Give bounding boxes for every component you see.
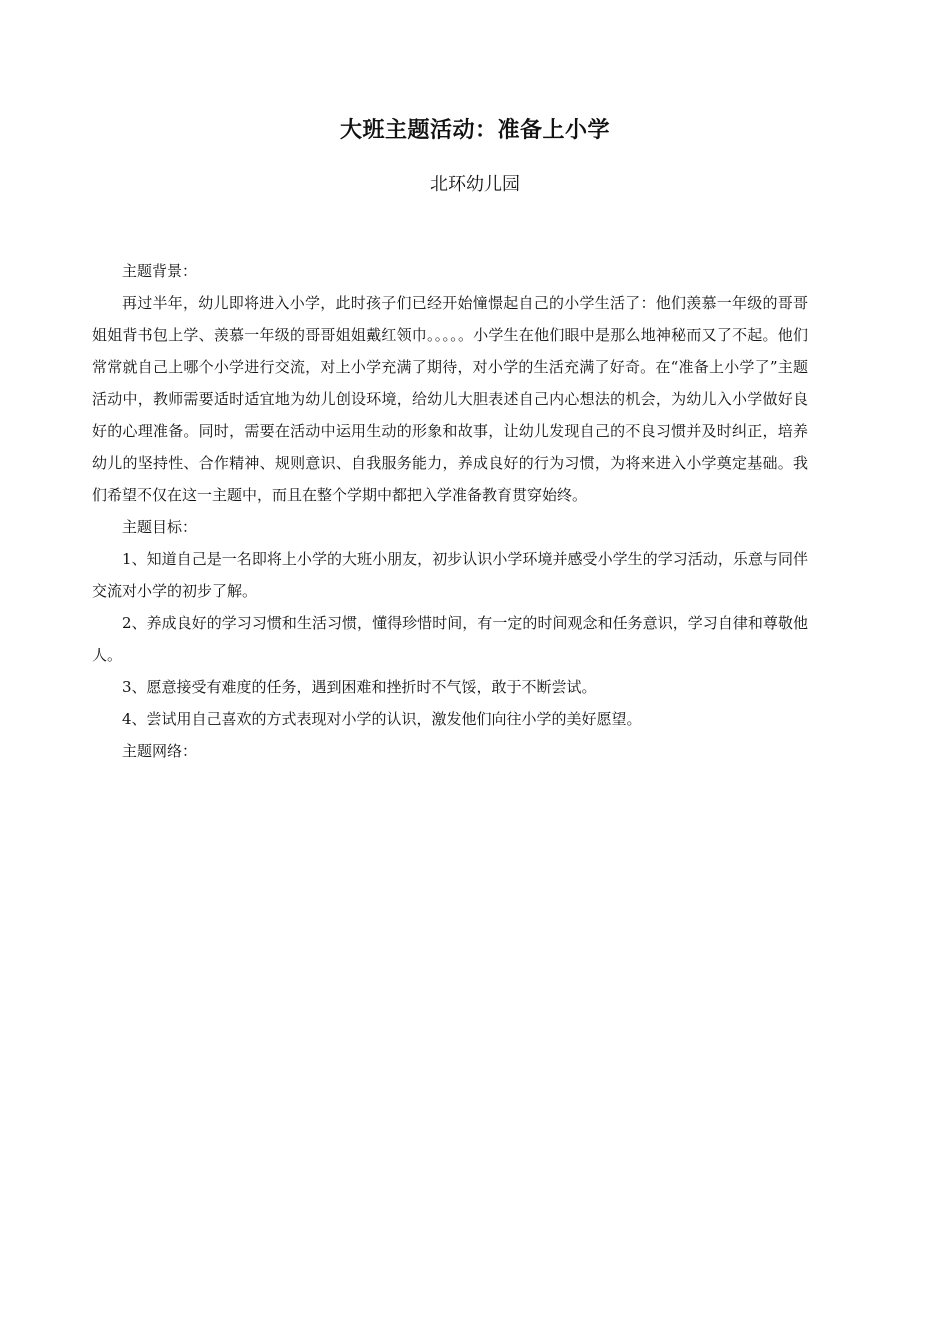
goal-item: 2、养成良好的学习习惯和生活习惯，懂得珍惜时间，有一定的时间观念和任务意识，学习自律和尊敬他人。	[92, 614, 808, 664]
document-body	[92, 255, 808, 767]
goals-heading: 主题目标：	[122, 518, 198, 536]
goal-item: 4、尝试用自己喜欢的方式表现对小学的认识，激发他们向往小学的美好愿望。	[122, 710, 642, 728]
background-paragraph: 再过半年，幼儿即将进入小学，此时孩子们已经开始憧憬起自己的小学生活了：他们羡慕一年级的哥哥姐姐背书包上学、羡慕一年级的哥哥姐姐戴红领巾。。。。。小学生在他们眼中是那么地神秘而又了不起。他们常常就自己上哪个小学进行交流，对上小学充满了期待，对小学的生活充满了好奇。在“准备上小学了”主题活动中，教师需要适时适宜地为幼儿创设环境，给幼儿大胆表述自己内心想法的机会，为幼儿入小学做好良好的心理准备。同时，需要在活动中运用生动的形象和故事，让幼儿发现自己的不良习惯并及时纠正，培养幼儿的坚持性、合作精神、规则意识、自我服务能力，养成良好的行为习惯，为将来进入小学奠定基础。我们希望不仅在这一主题中，而且在整个学期中都把入学准备教育贯穿始终。	[92, 294, 808, 504]
document-title: 大班主题活动：准备上小学	[339, 118, 610, 143]
background-heading: 主题背景：	[122, 262, 198, 280]
network-heading: 主题网络：	[122, 742, 198, 760]
document-author: 北环幼儿园	[430, 174, 520, 195]
goal-item: 1、知道自己是一名即将上小学的大班小朋友，初步认识小学环境并感受小学生的学习活动，乐意与同伴交流对小学的初步了解。	[92, 550, 808, 600]
goal-item: 3、愿意接受有难度的任务，遇到困难和挫折时不气馁，敢于不断尝试。	[122, 678, 597, 696]
